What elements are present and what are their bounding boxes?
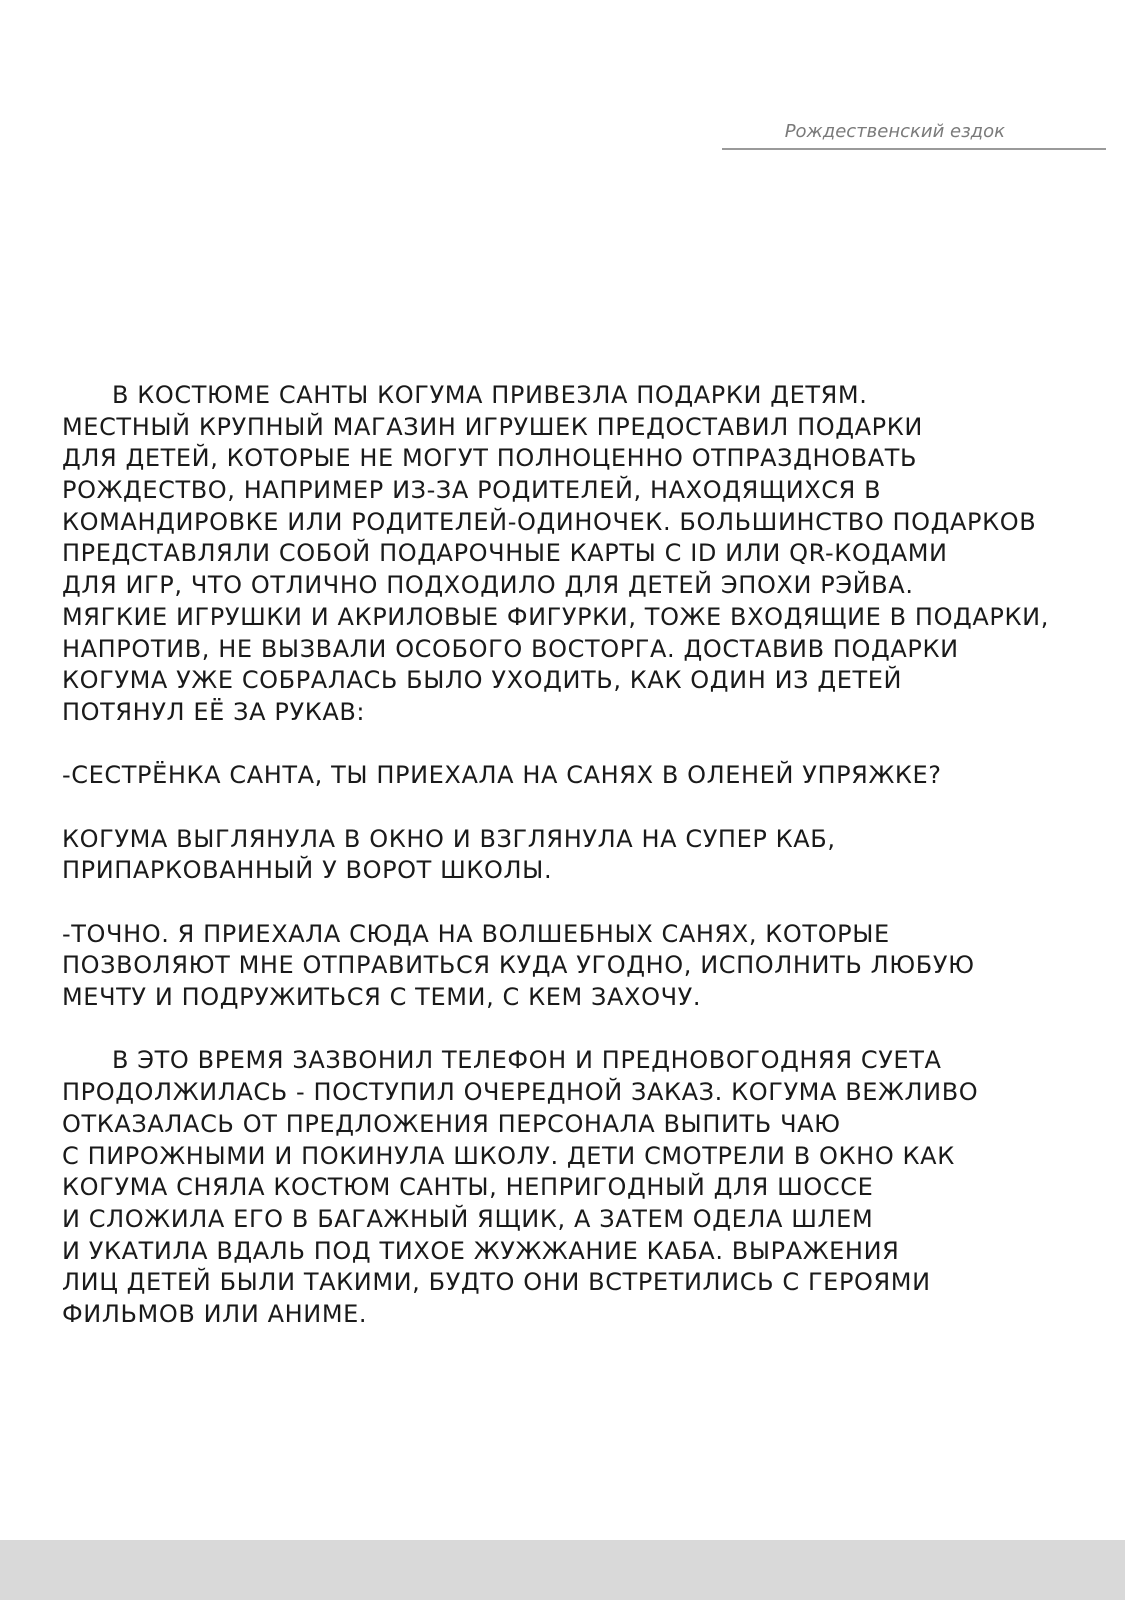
text-line: ПРОДОЛЖИЛАСЬ - ПОСТУПИЛ ОЧЕРЕДНОЙ ЗАКАЗ. КОГУМА ВЕЖЛИВО (62, 1078, 979, 1107)
story-text (62, 380, 1082, 1331)
paragraph-3 (62, 824, 1082, 887)
text-line: КОГУМА ВЫГЛЯНУЛА В ОКНО И ВЗГЛЯНУЛА НА СУПЕР КАБ, (62, 824, 836, 853)
text-line: ДЛЯ ДЕТЕЙ, КОТОРЫЕ НЕ МОГУТ ПОЛНОЦЕННО ОТПРАЗДНОВАТЬ (62, 444, 918, 473)
text-line: И СЛОЖИЛА ЕГО В БАГАЖНЫЙ ЯЩИК, А ЗАТЕМ ОДЕЛА ШЛЕМ (62, 1204, 874, 1233)
text-line: ПОЗВОЛЯЮТ МНЕ ОТПРАВИТЬСЯ КУДА УГОДНО, ИСПОЛНИТЬ ЛЮБУЮ (62, 951, 975, 980)
text-line: ОТКАЗАЛАСЬ ОТ ПРЕДЛОЖЕНИЯ ПЕРСОНАЛА ВЫПИТЬ ЧАЮ (62, 1109, 841, 1138)
text-line: КОМАНДИРОВКЕ ИЛИ РОДИТЕЛЕЙ-ОДИНОЧЕК. БОЛЬШИНСТВО ПОДАРКОВ (62, 507, 1037, 536)
paragraph-gap (62, 1014, 1082, 1046)
text-line: ЛИЦ ДЕТЕЙ БЫЛИ ТАКИМИ, БУДТО ОНИ ВСТРЕТИЛИСЬ С ГЕРОЯМИ (62, 1268, 931, 1297)
text-line: С ПИРОЖНЫМИ И ПОКИНУЛА ШКОЛУ. ДЕТИ СМОТРЕЛИ В ОКНО КАК (62, 1141, 955, 1170)
footer-band (0, 1540, 1125, 1600)
paragraph-2 (62, 760, 1082, 792)
text-line: И УКАТИЛА ВДАЛЬ ПОД ТИХОЕ ЖУЖЖАНИЕ КАБА. ВЫРАЖЕНИЯ (62, 1236, 900, 1265)
paragraph-1 (62, 380, 1082, 729)
text-line: -СЕСТРЁНКА САНТА, ТЫ ПРИЕХАЛА НА САНЯХ В ОЛЕНЕЙ УПРЯЖКЕ? (62, 761, 942, 790)
text-line: ПРИПАРКОВАННЫЙ У ВОРОТ ШКОЛЫ. (62, 856, 553, 885)
text-line: МЕСТНЫЙ КРУПНЫЙ МАГАЗИН ИГРУШЕК ПРЕДОСТАВИЛ ПОДАРКИ (62, 412, 923, 441)
paragraph-gap (62, 792, 1082, 824)
text-line: КОГУМА УЖЕ СОБРАЛАСЬ БЫЛО УХОДИТЬ, КАК ОДИН ИЗ ДЕТЕЙ (62, 666, 903, 695)
paragraph-gap (62, 729, 1082, 761)
text-line: -ТОЧНО. Я ПРИЕХАЛА СЮДА НА ВОЛШЕБНЫХ САНЯХ, КОТОРЫЕ (62, 919, 890, 948)
paragraph-4 (62, 919, 1082, 1014)
text-line: ДЛЯ ИГР, ЧТО ОТЛИЧНО ПОДХОДИЛО ДЛЯ ДЕТЕЙ ЭПОХИ РЭЙВА. (62, 571, 914, 600)
text-line: РОЖДЕСТВО, НАПРИМЕР ИЗ-ЗА РОДИТЕЛЕЙ, НАХОДЯЩИХСЯ В (62, 476, 882, 505)
running-header-title: Рождественский ездок (784, 121, 1005, 142)
text-line: КОГУМА СНЯЛА КОСТЮМ САНТЫ, НЕПРИГОДНЫЙ ДЛЯ ШОССЕ (62, 1173, 874, 1202)
text-line: В ЭТО ВРЕМЯ ЗАЗВОНИЛ ТЕЛЕФОН И ПРЕДНОВОГОДНЯЯ СУЕТА (112, 1046, 942, 1075)
text-line: МЯГКИЕ ИГРУШКИ И АКРИЛОВЫЕ ФИГУРКИ, ТОЖЕ ВХОДЯЩИЕ В ПОДАРКИ, (62, 602, 1049, 631)
header-divider (722, 148, 1106, 150)
text-line: ПОТЯНУЛ ЕЁ ЗА РУКАВ: (62, 697, 366, 726)
text-line: МЕЧТУ И ПОДРУЖИТЬСЯ С ТЕМИ, С КЕМ ЗАХОЧУ. (62, 983, 702, 1012)
text-line: ФИЛЬМОВ ИЛИ АНИМЕ. (62, 1299, 368, 1328)
paragraph-gap (62, 887, 1082, 919)
text-line: НАПРОТИВ, НЕ ВЫЗВАЛИ ОСОБОГО ВОСТОРГА. ДОСТАВИВ ПОДАРКИ (62, 634, 959, 663)
paragraph-5 (62, 1045, 1082, 1330)
text-line: В КОСТЮМЕ САНТЫ КОГУМА ПРИВЕЗЛА ПОДАРКИ ДЕТЯМ. (112, 381, 868, 409)
text-line: ПРЕДСТАВЛЯЛИ СОБОЙ ПОДАРОЧНЫЕ КАРТЫ С ID ИЛИ QR-КОДАМИ (62, 539, 948, 568)
